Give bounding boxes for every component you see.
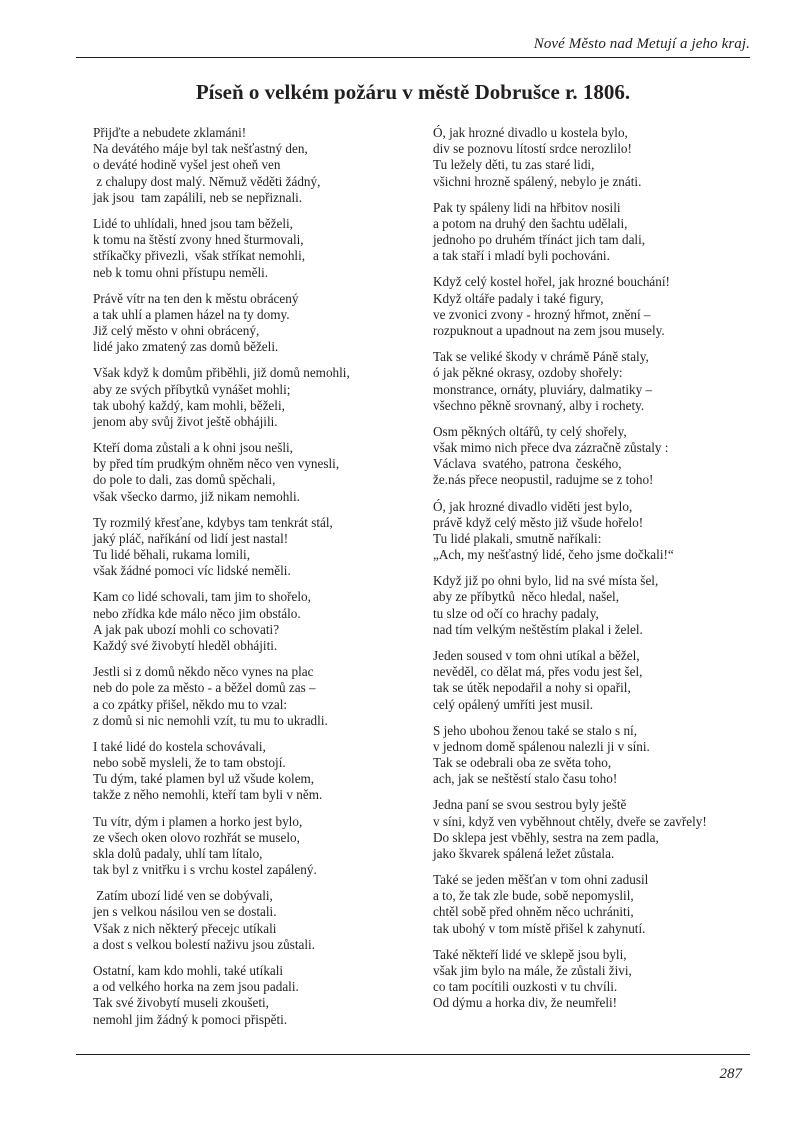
stanza xyxy=(433,648,733,713)
verse-line: nad tím velkým neštěstím plakal i želel. xyxy=(433,621,643,637)
verse-line: všechno pěkně srovnaný, alby i rochety. xyxy=(433,397,645,413)
stanza xyxy=(93,515,393,580)
verse-line: Tak své živobytí museli zkoušeti, xyxy=(93,995,269,1011)
verse-line: Když celý kostel hořel, jak hrozné bouchání! xyxy=(433,274,670,290)
verse-line: Také se jeden měšťan v tom ohni zadusil xyxy=(433,872,649,888)
verse-line: takže z něho nemohli, kteří tam byli v něm. xyxy=(93,787,323,803)
running-header: Nové Město nad Metují a jeho kraj. xyxy=(533,36,750,52)
verse-line: Na devátého máje byl tak nešťastný den, xyxy=(93,141,308,157)
verse-line: Zatím ubozí lidé ven se dobývali, xyxy=(93,888,273,904)
verse-line: v jednom domě spálenou nalezli ji v síni. xyxy=(433,738,650,754)
verse-line: však jim bylo na mále, že zůstali živi, xyxy=(433,962,632,978)
stanza xyxy=(93,216,393,281)
verse-line: však všecko darmo, již nikam nemohli. xyxy=(93,488,300,504)
verse-line: neb do pole za město - a běžel domů zas – xyxy=(93,680,316,696)
verse-line: by před tím prudkým ohněm něco ven vynesli, xyxy=(93,456,340,472)
stanza xyxy=(433,125,733,190)
stanza xyxy=(433,499,733,564)
verse-line: do pole to dali, zas domů spěchali, xyxy=(93,472,276,488)
stanza xyxy=(93,963,393,1028)
verse-line: stříkačky přivezli, však stříkat nemohli, xyxy=(93,248,306,264)
left-column xyxy=(93,125,393,1028)
stanza xyxy=(433,947,733,1012)
verse-line: Tu dým, také plamen byl už všude kolem, xyxy=(93,771,315,787)
stanza xyxy=(433,573,733,638)
verse-line: Však když k domům přiběhli, již domů nemohli, xyxy=(93,365,350,381)
verse-line: nebo sobě mysleli, že to tam obstojí. xyxy=(93,755,286,771)
verse-line: ve zvonici zvony - hrozný hřmot, znění – xyxy=(433,306,651,322)
verse-line: jednoho po druhém třínáct jich tam dali, xyxy=(433,232,646,248)
verse-line: jak jsou tam zapálili, neb se nepřiznali. xyxy=(93,189,303,205)
verse-line: Od dýmu a horka div, že neumřeli! xyxy=(433,995,618,1011)
verse-line: div se poznovu lítostí srdce nerozlilo! xyxy=(433,141,632,157)
stanza xyxy=(433,349,733,414)
verse-line: všichni hrozně spálený, nebylo je znáti. xyxy=(433,173,642,189)
verse-line: „Ach, my nešťastný lidé, čeho jsme dočkali!“ xyxy=(433,547,674,563)
verse-line: že.nás přece neopustil, radujme se z toho! xyxy=(433,472,654,488)
stanza xyxy=(93,365,393,430)
verse-line: chtěl sobě před ohněm něco uchrániti, xyxy=(433,904,634,920)
stanza xyxy=(93,888,393,953)
verse-line: Osm pěkných oltářů, ty celý shořely, xyxy=(433,423,627,439)
verse-line: Tu vítr, dým i plamen a horko jest bylo, xyxy=(93,813,303,829)
verse-line: Ó, jak hrozné divadlo viděti jest bylo, xyxy=(433,498,633,514)
verse-line: Tak se veliké škody v chrámě Páně staly, xyxy=(433,349,649,365)
stanza xyxy=(433,274,733,339)
stanza xyxy=(93,125,393,206)
verse-line: nemohl jim žádný k pomoci přispěti. xyxy=(93,1011,288,1027)
verse-line: Václava svatého, patrona českého, xyxy=(433,456,622,472)
verse-line: Ó, jak hrozné divadlo u kostela bylo, xyxy=(433,125,628,140)
verse-line: neb k tomu ohni přístupu neměli. xyxy=(93,264,269,280)
verse-line: Také někteří lidé ve sklepě jsou byli, xyxy=(433,946,627,962)
verse-line: Tu ležely děti, tu zas staré lidi, xyxy=(433,157,595,173)
verse-line: z domů si nic nemohli vzít, tu mu to ukradli. xyxy=(93,712,328,728)
verse-line: Kteří doma zůstali a k ohni jsou nešli, xyxy=(93,440,293,456)
verse-line: Právě vítr na ten den k městu obrácený xyxy=(93,290,299,306)
verse-line: Do sklepa jest vběhly, sestra na zem padla, xyxy=(433,829,659,845)
verse-line: k tomu na štěstí zvony hned šturmovali, xyxy=(93,232,304,248)
verse-line: Jestli si z domů někdo něco vynes na plac xyxy=(93,664,314,680)
poem-title: Píseň o velkém požáru v městě Dobrušce r. 1806. xyxy=(195,80,631,104)
verse-line: tak se útěk nepodařil a nohy si opařil, xyxy=(433,680,631,696)
verse-line: Ostatní, kam kdo mohli, také utíkali xyxy=(93,962,284,978)
stanza xyxy=(433,872,733,937)
verse-line: Přijďte a nebudete zklamáni! xyxy=(93,125,247,140)
verse-line: Však z nich některý přecejc utíkali xyxy=(93,920,277,936)
verse-line: aby ze svých příbytků vynášet mohli; xyxy=(93,381,291,397)
verse-line: Tak se odebrali oba ze světa toho, xyxy=(433,755,612,771)
verse-line: rozpuknout a upadnout na zem jsou musely. xyxy=(433,323,665,339)
stanza xyxy=(433,424,733,489)
verse-line: nebo zřídka kde málo něco jim obstálo. xyxy=(93,605,301,621)
verse-line: ach, jak se neštěstí stalo času toho! xyxy=(433,771,618,787)
stanza xyxy=(93,739,393,804)
verse-line: I také lidé do kostela schovávali, xyxy=(93,738,266,754)
verse-line: o deváté hodině vyšel jest oheň ven xyxy=(93,157,281,173)
verse-line: tu slze od očí co hrachy padaly, xyxy=(433,605,599,621)
verse-line: skla dolů padaly, uhlí tam lítalo, xyxy=(93,845,263,861)
verse-line: monstrance, ornáty, pluviáry, dalmatiky – xyxy=(433,381,653,397)
verse-line: Ty rozmilý křesťane, kdybys tam tenkrát stál, xyxy=(93,514,333,530)
stanza xyxy=(93,814,393,879)
verse-line: však mimo nich přece dva zázračně zůstaly : xyxy=(433,440,669,456)
verse-line: z chalupy dost malý. Němuž věděti žádný, xyxy=(93,173,321,189)
verse-line: S jeho ubohou ženou také se stalo s ní, xyxy=(433,722,638,738)
verse-line: nevěděl, co dělat má, přes vodu jest šel, xyxy=(433,664,643,680)
verse-line: celý opálený umříti jest musil. xyxy=(433,696,594,712)
verse-line: Když oltáře padaly i také figury, xyxy=(433,290,604,306)
verse-line: Již celý město v ohni obrácený, xyxy=(93,323,260,339)
verse-line: co tam pocítili ouzkosti v tu chvíli. xyxy=(433,979,618,995)
verse-line: právě když celý město již všude hořelo! xyxy=(433,514,644,530)
stanza xyxy=(433,723,733,788)
verse-line: tak ubohý každý, kam mohli, běželi, xyxy=(93,397,285,413)
verse-line: ó jak pěkné okrasy, ozdoby shořely: xyxy=(433,365,623,381)
verse-line: a potom na druhý den šachtu udělali, xyxy=(433,215,628,231)
stanza xyxy=(433,797,733,862)
verse-line: a od velkého horka na zem jsou padali. xyxy=(93,979,299,995)
right-column xyxy=(433,125,733,1012)
footer-rule xyxy=(76,1054,750,1055)
verse-line: Každý své živobytí hleděl obhájiti. xyxy=(93,638,278,654)
verse-line: Kam co lidé schovali, tam jim to shořelo, xyxy=(93,589,311,605)
verse-line: tak byl z vnitřku i s vrchu kostel zapálený. xyxy=(93,862,317,878)
verse-line: jako škvarek spálená ležet zůstala. xyxy=(433,845,615,861)
verse-line: ze všech oken olovo rozhřát se muselo, xyxy=(93,829,300,845)
verse-line: Když již po ohni bylo, lid na své místa šel, xyxy=(433,573,659,589)
verse-line: Tu lidé běhali, rukama lomili, xyxy=(93,547,251,563)
verse-line: Lidé to uhlídali, hned jsou tam běželi, xyxy=(93,215,293,231)
verse-line: Pak ty spáleny lidi na hřbitov nosili xyxy=(433,199,621,215)
page-number: 287 xyxy=(719,1066,742,1082)
verse-line: aby ze příbytků něco hledal, našel, xyxy=(433,589,620,605)
verse-line: jenom aby svůj život ještě obhájili. xyxy=(93,413,278,429)
verse-line: A jak pak ubozí mohli co schovati? xyxy=(93,621,280,637)
stanza xyxy=(93,440,393,505)
header-rule xyxy=(76,57,750,58)
verse-line: a co zpátky přišel, někdo mu to vzal: xyxy=(93,696,288,712)
verse-line: a tak staří i mladí byli pochováni. xyxy=(433,248,610,264)
verse-line: jaký pláč, naříkání od lidí jest nastal! xyxy=(93,530,289,546)
stanza xyxy=(433,200,733,265)
verse-line: a to, že tak zle bude, sobě nepomyslil, xyxy=(433,888,634,904)
verse-line: však žádné pomoci víc lidské neměli. xyxy=(93,563,291,579)
verse-line: lidé jako zmatený zas domů běželi. xyxy=(93,339,279,355)
verse-line: jen s velkou násilou ven se dostali. xyxy=(93,904,277,920)
verse-line: v síni, když ven vyběhnout chtěly, dveře se zavřely! xyxy=(433,813,707,829)
verse-line: Jedna paní se svou sestrou byly ještě xyxy=(433,797,627,813)
stanza xyxy=(93,664,393,729)
verse-line: tak ubohý v tom místě přišel k zahynutí. xyxy=(433,920,646,936)
stanza xyxy=(93,291,393,356)
stanza xyxy=(93,589,393,654)
verse-line: Tu lidé plakali, smutně naříkali: xyxy=(433,530,602,546)
verse-line: a dost s velkou bolestí naživu jsou zůstali. xyxy=(93,936,315,952)
verse-line: a tak uhlí a plamen házel na ty domy. xyxy=(93,306,290,322)
verse-line: Jeden soused v tom ohni utíkal a běžel, xyxy=(433,647,640,663)
